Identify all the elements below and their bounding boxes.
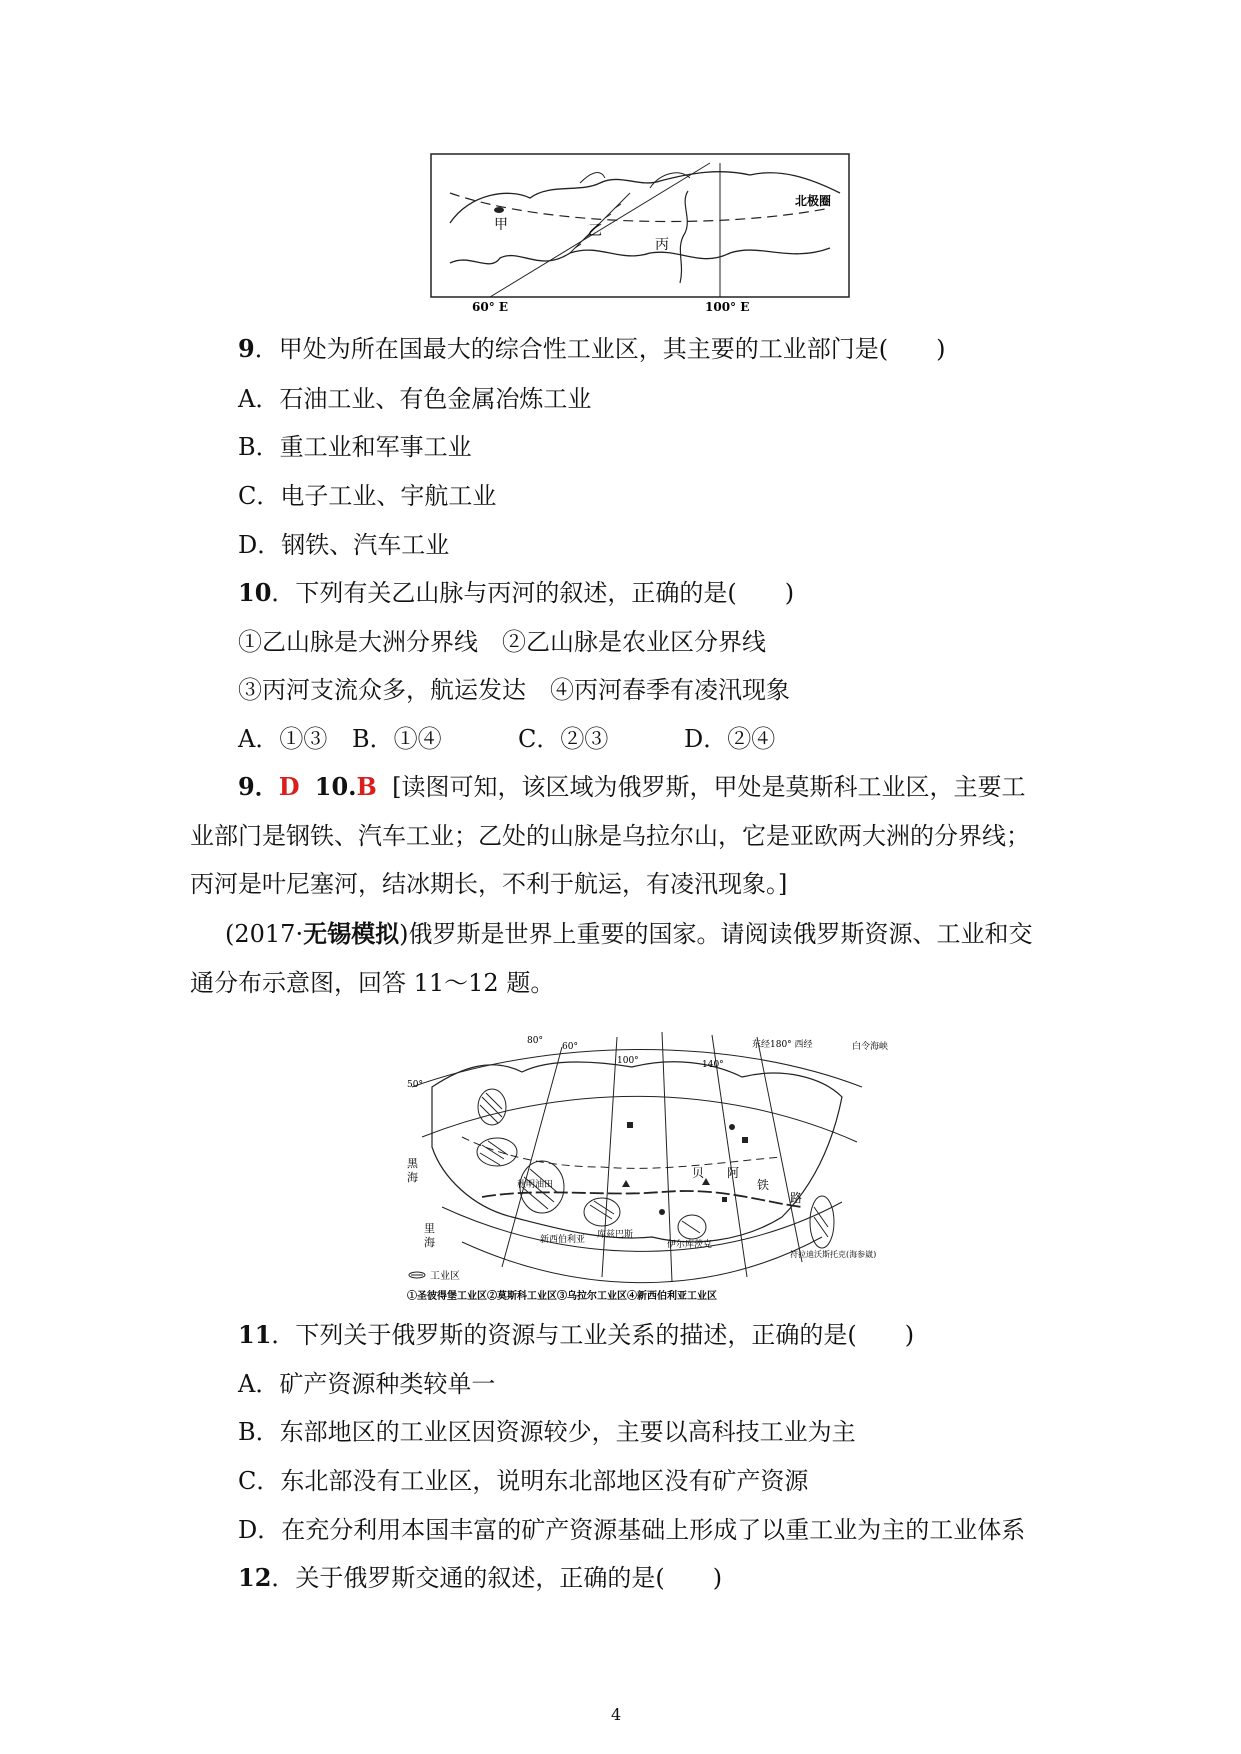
q10-statements-1: ①乙山脉是大洲分界线 ②乙山脉是农业区分界线 — [238, 628, 766, 656]
q11-option-d: D．在充分利用本国丰富的矿产资源基础上形成了以重工业为主的工业体系 — [238, 1516, 1026, 1544]
intro-line-1: (2017·无锡模拟)俄罗斯是世界上重要的国家。请阅读俄罗斯资源、工业和交 — [225, 919, 1033, 948]
russia-outline-map — [430, 153, 850, 315]
label-yi: 乙 — [588, 223, 602, 239]
answer-line-3: 丙河是叶尼塞河，结冰期长，不利于航运，有凌汛现象。] — [190, 870, 788, 898]
label-east180: 东经180° 西经 — [752, 1040, 813, 1050]
q12-stem: 12．关于俄罗斯交通的叙述，正确的是( ) — [238, 1563, 723, 1592]
q10-statements-2: ③丙河支流众多，航运发达 ④丙河春季有凌汛现象 — [238, 676, 790, 704]
lon-60: 60° — [562, 1042, 578, 1052]
answer-9: D — [278, 772, 300, 801]
label-novosib: 新西伯利亚 — [540, 1235, 586, 1245]
label-irkutsk: 伊尔库茨克 — [667, 1240, 713, 1250]
q10-option-a: A．①③ — [238, 725, 328, 753]
q9-option-c: C．电子工业、宇航工业 — [238, 482, 497, 510]
label-100e: 100° E — [705, 300, 750, 314]
label-bering: 白令海峡 — [852, 1042, 889, 1052]
q10-option-b: B．①④ — [352, 725, 442, 753]
q9-option-d: D．钢铁、汽车工业 — [238, 531, 450, 559]
map2-caption: ①圣彼得堡工业区②莫斯科工业区③乌拉尔工业区④新西伯利亚工业区 — [407, 1291, 717, 1302]
label-bam-4: 路 — [790, 1191, 803, 1205]
lon-80: 80° — [527, 1036, 543, 1046]
q11-stem: 11．下列关于俄罗斯的资源与工业关系的描述，正确的是( ) — [238, 1320, 915, 1349]
q9-stem: 9．甲处为所在国最大的综合性工业区，其主要的工业部门是( ) — [238, 334, 946, 363]
label-vladivostok: 符拉迪沃斯托克(海参崴) — [790, 1250, 877, 1259]
q9-option-b: B．重工业和军事工业 — [238, 433, 472, 461]
label-tyumen: 秋明油田 — [517, 1180, 554, 1190]
label-bam-2: 阿 — [727, 1166, 740, 1180]
q11-option-c: C．东北部没有工业区，说明东北部地区没有矿产资源 — [238, 1467, 809, 1495]
q9-option-a: A．石油工业、有色金属冶炼工业 — [238, 385, 592, 413]
answer-10: B — [356, 772, 377, 801]
label-jia: 甲 — [494, 217, 508, 233]
label-arctic-circle: 北极圈 — [795, 194, 832, 208]
lat-50: 50° — [407, 1080, 423, 1090]
lon-100: 100° — [617, 1056, 639, 1066]
legend-industrial-zone: 工业区 — [430, 1271, 460, 1282]
label-kuzbass: 库兹巴斯 — [597, 1230, 634, 1240]
q10-option-d: D．②④ — [684, 725, 776, 753]
label-bam-1: 贝 — [692, 1166, 705, 1180]
label-bam-3: 铁 — [757, 1178, 770, 1192]
label-black-1: 黑 — [407, 1157, 418, 1170]
label-60e: 60° E — [472, 300, 509, 314]
q10-option-c: C．②③ — [518, 725, 609, 753]
russia-resources-map — [402, 1027, 889, 1309]
page-number: 4 — [611, 1705, 622, 1724]
q10-stem: 10．下列有关乙山脉与丙河的叙述，正确的是( ) — [238, 578, 795, 607]
q11-option-b: B．东部地区的工业区因资源较少，主要以高科技工业为主 — [238, 1418, 856, 1446]
answer-line-1: 9．D 10.B [读图可知，该区域为俄罗斯，甲处是莫斯科工业区，主要工 — [238, 772, 1026, 801]
label-caspian-2: 海 — [424, 1236, 435, 1249]
intro-line-2: 通分布示意图，回答 11～12 题。 — [190, 969, 555, 997]
answer-line-2: 业部门是钢铁、汽车工业；乙处的山脉是乌拉尔山，它是亚欧两大洲的分界线； — [190, 822, 1030, 850]
lon-140: 140° — [702, 1060, 724, 1070]
label-bing: 丙 — [655, 237, 669, 253]
label-caspian-1: 里 — [424, 1222, 435, 1235]
label-black-2: 海 — [407, 1171, 418, 1184]
q11-option-a: A．矿产资源种类较单一 — [238, 1370, 496, 1398]
